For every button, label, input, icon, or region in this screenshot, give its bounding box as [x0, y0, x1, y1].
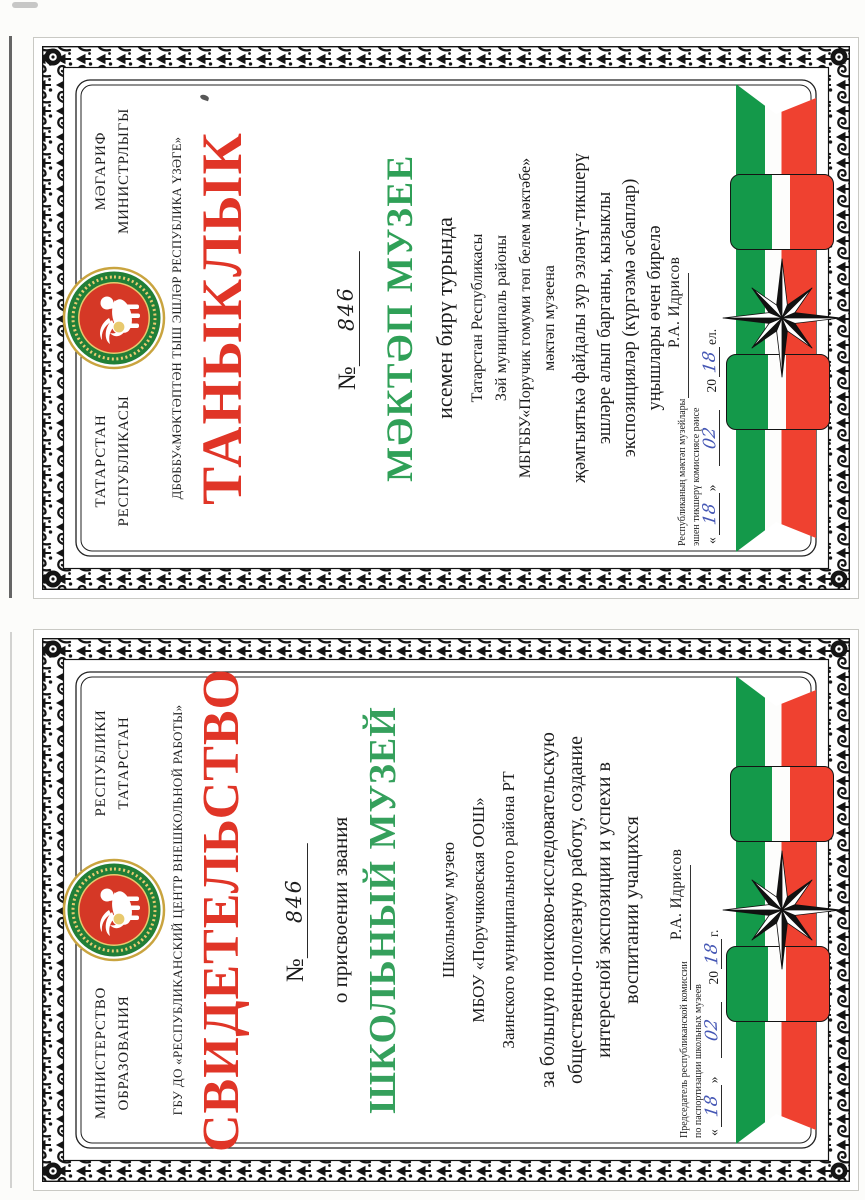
org-subtitle: ГБУ ДО «РЕСПУБЛИКАНСКИЙ ЦЕНТР ВНЕШКОЛЬНОЙ РАБОТЫ»: [170, 704, 185, 1116]
body-line: за большую поисково-исследовательскую: [537, 732, 559, 1088]
number-value-handwritten: 846: [281, 878, 307, 924]
handwritten-year: 18: [699, 349, 721, 375]
pre-award-clause: о присвоении звания: [328, 816, 352, 1004]
compass-star-emblem-icon: [720, 256, 844, 380]
body-line: җәмгыятькә файдалы зур эзләнү-тикшерү: [570, 153, 590, 483]
quote-close: »: [706, 1076, 721, 1084]
certificate-number: [282, 843, 308, 982]
award-body-text: [534, 630, 646, 1190]
ribbon-plaque-right: [730, 174, 834, 250]
header-left-line1: ТАТАРСТАН: [93, 414, 109, 508]
header-left-line2: ОБРАЗОВАНИЯ: [115, 995, 132, 1111]
signature-role: Республиканың мәктәп музейлары эшен тикшерү комиссиясе рәисе: [677, 398, 702, 546]
certificate-number: [334, 251, 360, 390]
handwritten-day: 18: [699, 502, 721, 527]
header-left-text: [90, 968, 135, 1138]
issue-date: [701, 929, 723, 1136]
year-prefix: 20: [706, 971, 721, 985]
number-value-handwritten: 846: [333, 286, 359, 332]
quote-open: «: [704, 537, 719, 544]
certificate-tatar: [34, 38, 858, 598]
handwritten-day: 18: [701, 1094, 723, 1119]
compass-star-emblem-icon: [720, 848, 844, 972]
body-line: интересной экспозиции и успехи в: [593, 762, 615, 1058]
ribbon-plaque-left: [726, 354, 830, 430]
header-right-text: [90, 86, 135, 256]
header-left-line1: МИНИСТЕРСТВО: [93, 986, 109, 1120]
header-right-line1: МӘГАРИФ: [93, 131, 109, 211]
certificate-russian: [34, 630, 858, 1190]
recipient-line: МБГББУ«Поручик гомуми төп белем мәктәбе»: [517, 157, 534, 479]
issue-date: [699, 328, 721, 544]
certificate-tatar-slot: [34, 38, 858, 598]
recipient-line: Татарстан Республикасы: [469, 233, 486, 403]
quote-open: «: [706, 1129, 721, 1136]
header-right-line1: РЕСПУБЛИКИ: [93, 709, 109, 817]
header-left-line2: РЕСПУБЛИКАСЫ: [115, 395, 132, 527]
ribbon-plaque-left: [726, 946, 830, 1022]
body-line: воспитании учащихся: [621, 816, 643, 1004]
signature-role: Председатель республиканской комиссии по паспортизации школьных музеев: [679, 961, 704, 1138]
tatarstan-coat-of-arms-icon: [62, 266, 166, 370]
award-title: МӘКТӘП МУЗЕЕ: [380, 154, 421, 482]
handwritten-month: 02: [699, 426, 721, 451]
recipient-block: [466, 38, 562, 598]
tatarstan-coat-of-arms-icon: [62, 858, 166, 962]
award-clause: исемен бирү турында: [432, 217, 457, 419]
certificate-russian-slot: [34, 630, 858, 1190]
scan-smudge-artifact: [12, 2, 38, 8]
award-body-text: [568, 38, 668, 598]
scan-edge-line-artifact: [9, 36, 12, 598]
signature-name: Р.А. Идрисов: [666, 256, 683, 348]
ribbon-plaque-right: [730, 766, 834, 842]
recipient-block: [434, 630, 524, 1190]
quote-close: »: [704, 484, 719, 492]
date-suffix: ел.: [704, 328, 719, 345]
recipient-line: МБОУ «Поручиковская ООШ»: [468, 797, 488, 1023]
tricolor-band: [736, 84, 816, 552]
body-line: уңышлары өчен бирелә: [645, 225, 665, 411]
header-right-text: [90, 678, 135, 848]
recipient-line: мәктәп музеена: [541, 265, 558, 371]
certificate-title: ТАНЫКЛЫК: [191, 131, 254, 505]
date-suffix: г.: [706, 929, 721, 937]
recipient-line: Заинского муниципального района РТ: [498, 771, 518, 1049]
body-line: экспозицияләр (күргәзмә әсбаплар): [620, 178, 640, 458]
certificate-title: СВИДЕТЕЛЬСТВО: [193, 667, 250, 1153]
handwritten-month: 02: [701, 1018, 723, 1043]
org-subtitle: ДБӨББУ«МӘКТӘПТӘН ТЫШ ЭШЛӘР РЕСПУБЛИКА ҮЗӘГЕ»: [170, 136, 184, 500]
body-line: общественно-полезную работу, создание: [565, 736, 587, 1084]
number-blank-line: [282, 843, 308, 958]
header-right-line2: ТАТАРСТАН: [115, 716, 132, 810]
handwritten-year: 18: [701, 941, 723, 967]
scan-edge-line-artifact: [10, 632, 12, 1188]
header-left-text: [90, 376, 135, 546]
number-sign: №: [282, 958, 309, 983]
recipient-line: Школьному музею: [439, 841, 458, 979]
year-prefix: 20: [704, 379, 719, 393]
number-blank-line: [334, 251, 360, 366]
award-title: ШКОЛЬНЫЙ МУЗЕЙ: [362, 706, 404, 1114]
number-sign: №: [334, 366, 361, 391]
signature-name: Р.А. Идрисов: [668, 848, 685, 940]
tricolor-band: [736, 676, 816, 1144]
recipient-line: Зәй муниципаль районы: [493, 234, 510, 402]
header-right-line2: МИНИСТРЛЫГЫ: [115, 107, 132, 235]
body-line: эшләре алып барганы, кызыклы: [595, 191, 615, 445]
